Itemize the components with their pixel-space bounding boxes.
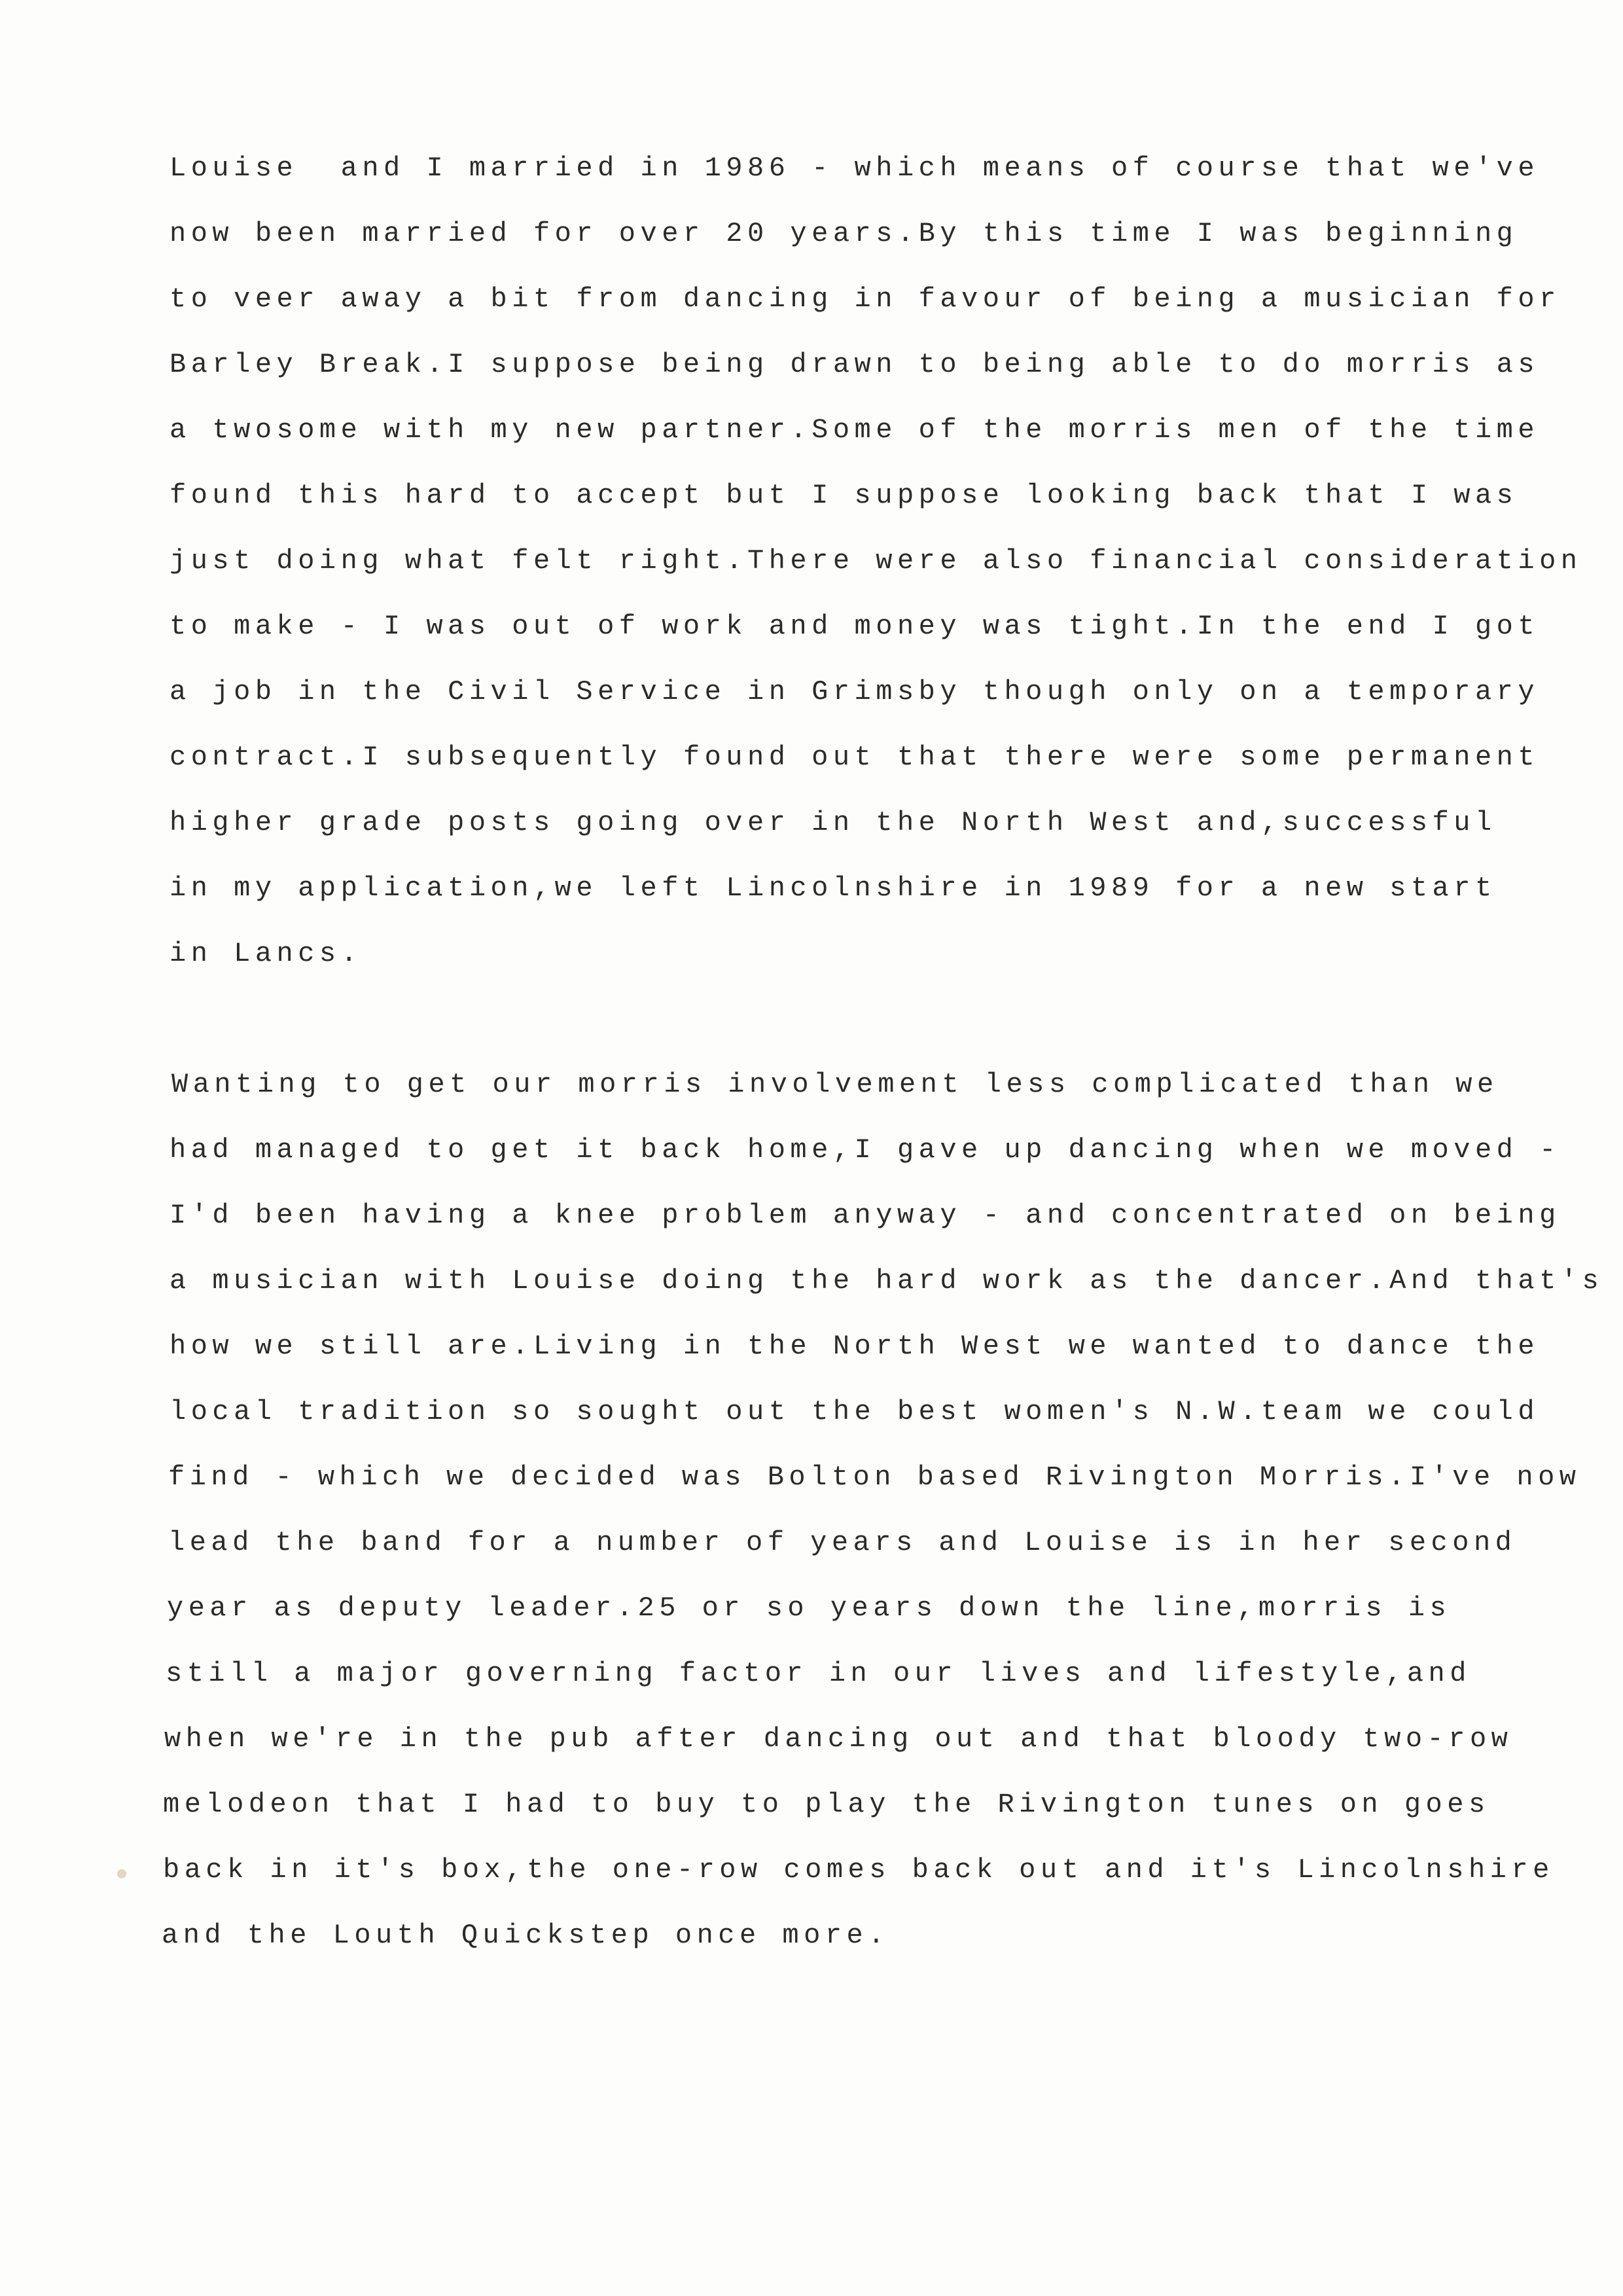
text-line: to veer away a bit from dancing in favour of being a musician for bbox=[169, 283, 1561, 315]
paper-speck bbox=[117, 1869, 126, 1878]
text-line: when we're in the pub after dancing out and that bloody two-row bbox=[164, 1723, 1513, 1755]
text-line: still a major governing factor in our lives and lifestyle,and bbox=[166, 1658, 1471, 1689]
text-line: now been married for over 20 years.By this time I was beginning bbox=[169, 218, 1518, 249]
text-line: just doing what felt right.There were also financial consideration bbox=[169, 545, 1582, 577]
text-line: a job in the Civil Service in Grimsby though only on a temporary bbox=[169, 676, 1540, 708]
text-line: Wanting to get our morris involvement less complicated than we bbox=[171, 1069, 1499, 1100]
text-line: a twosome with my new partner.Some of the morris men of the time bbox=[169, 414, 1540, 446]
text-line: lead the band for a number of years and Louise is in her second bbox=[168, 1527, 1517, 1558]
text-line: back in it's box,the one-row comes back out and it's Lincolnshire bbox=[163, 1854, 1554, 1886]
text-line: higher grade posts going over in the North West and,successful bbox=[169, 807, 1497, 838]
text-line: had managed to get it back home,I gave up dancing when we moved - bbox=[169, 1134, 1561, 1166]
text-line: in Lancs. bbox=[169, 938, 363, 969]
text-line: found this hard to accept but I suppose looking back that I was bbox=[169, 480, 1518, 511]
text-line: a musician with Louise doing the hard work as the dancer.And that's bbox=[169, 1265, 1604, 1297]
text-line: melodeon that I had to buy to play the Rivington tunes on goes bbox=[163, 1789, 1490, 1820]
text-line: year as deputy leader.25 or so years down the line,morris is bbox=[167, 1592, 1452, 1624]
text-line: local tradition so sought out the best women's N.W.team we could bbox=[169, 1396, 1540, 1427]
text-line: and the Louth Quickstep once more. bbox=[162, 1920, 889, 1951]
text-line: contract.I subsequently found out that there were some permanent bbox=[169, 742, 1540, 773]
text-line: in my application,we left Lincolnshire in 1989 for a new start bbox=[169, 872, 1497, 904]
text-line: find - which we decided was Bolton based Rivington Morris.I've now bbox=[168, 1462, 1581, 1493]
text-line: Louise and I married in 1986 - which means of course that we've bbox=[169, 152, 1540, 184]
text-line: to make - I was out of work and money was tight.In the end I got bbox=[169, 611, 1540, 642]
text-line: Barley Break.I suppose being drawn to being able to do morris as bbox=[169, 349, 1540, 380]
text-line: how we still are.Living in the North West we wanted to dance the bbox=[169, 1331, 1540, 1362]
text-line: I'd been having a knee problem anyway - and concentrated on being bbox=[169, 1200, 1561, 1231]
